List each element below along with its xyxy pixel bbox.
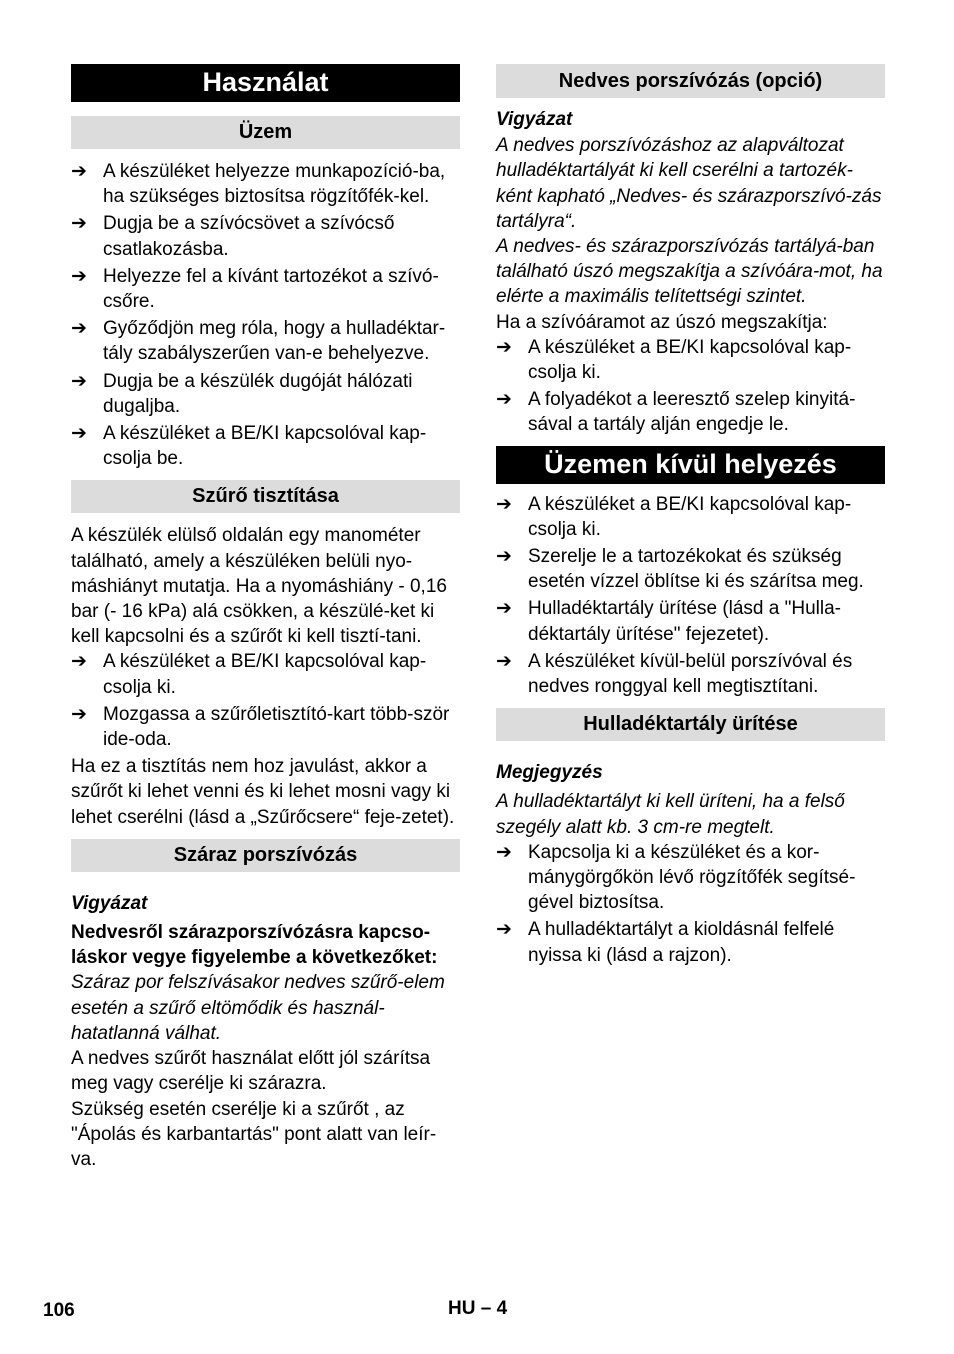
urites-italic-text: A hulladéktartályt ki kell üríteni, ha a felső szegély alatt kb. 3 cm-re megtelt.: [496, 791, 845, 838]
szaraz-bold-text: Nedvesről szárazporszívózásra kapcso-láskor vegye figyelembe a következőket:: [71, 922, 438, 969]
uzem-item-text: Győződjön meg róla, hogy a hulladéktar-tály szabályszerűen van-e behelyezve.: [103, 318, 446, 365]
arrow-right-icon: ➔: [71, 317, 87, 340]
subheading-uzem: Üzem: [71, 116, 460, 149]
arrow-right-icon: ➔: [496, 335, 512, 358]
nedves-item-text: A készüléket a BE/KI kapcsolóval kap-csolja ki.: [528, 336, 852, 384]
left-column: [71, 64, 460, 1172]
urites-item: [496, 917, 885, 967]
subheading-nedves-porszivozas: Nedves porszívózás (opció): [496, 64, 885, 98]
uzem-item: [71, 316, 460, 366]
nedves-italic-2: A nedves- és szárazporszívózás tartályá-ban található úszó megszakítja a szívóára-mot, ha elérte a maximális telítettségi szintet.: [496, 236, 883, 308]
uzem-item-text: Helyezze fel a kívánt tartozékot a szívó-csőre.: [103, 265, 439, 313]
urites-item-text: A hulladéktartályt a kioldásnál felfelé nyissa ki (lásd a rajzon).: [528, 919, 835, 966]
uzemen-kivul-item: [496, 649, 885, 699]
urites-note-label: Megjegyzés: [496, 762, 603, 784]
szuro-intro-text: A készülék elülső oldalán egy manométer található, amely a készüléken belüli nyo-máshiányt mutatja. Ha a nyomáshiány - 0,16 bar (- 16 kPa) alá csökken, a készülé-ket ki kell kapcsolni és a szűrőt ki kell tisztí-tani.: [71, 525, 447, 648]
language-page-label: HU – 4: [448, 1298, 508, 1319]
uzem-item: [71, 421, 460, 471]
arrow-right-icon: ➔: [71, 650, 87, 673]
arrow-right-icon: ➔: [71, 369, 87, 392]
szuro-outro-text: Ha ez a tisztítás nem hoz javulást, akkor a szűrőt ki lehet venni és ki lehet mosni vagy ki lehet cserélni (lásd a „Szűrőcsere“ feje-zetet).: [71, 756, 455, 828]
section-title-uzemen-kivul: Üzemen kívül helyezés: [496, 446, 885, 484]
arrow-right-icon: ➔: [496, 545, 512, 568]
section-title-hasznalat: Használat: [71, 64, 460, 102]
uzemen-kivul-item-text: Hulladéktartály ürítése (lásd a "Hulla-déktartály ürítése" fejezetet).: [528, 598, 841, 645]
szuro-item-text: A készüléket a BE/KI kapcsolóval kap-csolja ki.: [103, 651, 427, 698]
uzem-item: [71, 369, 460, 419]
uzem-item-text: Dugja be a szívócsövet a szívócső csatlakozásba.: [103, 213, 395, 260]
arrow-right-icon: ➔: [496, 388, 512, 411]
szuro-item-text: Mozgassa a szűrőletisztító-kart több-ször ide-oda.: [103, 703, 450, 751]
arrow-right-icon: ➔: [496, 597, 512, 620]
uzemen-kivul-item-text: Szerelje le a tartozékokat és szükség esetén vízzel öblítse ki és szárítsa meg.: [528, 546, 864, 593]
uzemen-kivul-item-text: A készüléket kívül-belül porszívóval és nedves ronggyal kell megtisztítani.: [528, 650, 853, 698]
arrow-right-icon: ➔: [71, 212, 87, 235]
subheading-szaraz-porszivozas: Száraz porszívózás: [71, 839, 460, 872]
urites-item: [496, 840, 885, 916]
szaraz-caution-label: Vigyázat: [71, 892, 148, 914]
nedves-text: Ha a szívóáramot az úszó megszakítja:: [496, 311, 828, 333]
uzem-item-text: A készüléket helyezze munkapozíció-ba, ha szükséges biztosítsa rögzítőfék-kel.: [103, 161, 446, 208]
arrow-right-icon: ➔: [496, 492, 512, 515]
uzemen-kivul-item: [496, 596, 885, 646]
nedves-item: [496, 335, 885, 385]
uzemen-kivul-item-text: A készüléket a BE/KI kapcsolóval kap-csolja ki.: [528, 493, 852, 540]
arrow-right-icon: ➔: [71, 264, 87, 287]
szaraz-text-1: A nedves szűrőt használat előtt jól szárítsa meg vagy cserélje ki szárazra.: [71, 1048, 431, 1095]
arrow-right-icon: ➔: [496, 649, 512, 672]
uzem-item: [71, 211, 460, 261]
nedves-list: [496, 335, 885, 438]
right-column: [496, 64, 885, 970]
szaraz-text-2: Szükség esetén cserélje ki a szűrőt , az "Ápolás és karbantartás" pont alatt van leír-va.: [71, 1098, 437, 1170]
urites-item-text: Kapcsolja ki a készüléket és a kor-mánygörgőkön lévő rögzítőfék segítsé-gével biztosítsa.: [528, 841, 856, 914]
uzemen-kivul-item: [496, 544, 885, 594]
uzemen-kivul-item: [496, 492, 885, 542]
szuro-item: [71, 649, 460, 699]
arrow-right-icon: ➔: [71, 160, 87, 182]
urites-list: [496, 840, 885, 968]
subheading-szuro-tisztitasa: Szűrő tisztítása: [71, 480, 460, 513]
arrow-right-icon: ➔: [71, 422, 87, 445]
nedves-italic-1: A nedves porszívózáshoz az alapváltozat hulladéktartályát ki kell cserélni a tartozék-ként kapható „Nedves- és szárazporszívó-zás tartályra“.: [496, 135, 882, 232]
page-number: 106: [43, 1300, 75, 1321]
szaraz-italic-text: Száraz por felszívásakor nedves szűrő-elem esetén a szűrő eltömődik és használ-hatatlanná válhat.: [71, 972, 445, 1044]
subheading-hulladektartaly-uritese: Hulladéktartály ürítése: [496, 708, 885, 741]
szuro-item: [71, 702, 460, 752]
uzemen-kivul-list: [496, 492, 885, 700]
uzem-item: [71, 159, 460, 209]
nedves-item: [496, 387, 885, 437]
nedves-item-text: A folyadékot a leeresztő szelep kinyitá-sával a tartály alján engedje le.: [528, 389, 856, 436]
arrow-right-icon: ➔: [71, 702, 87, 725]
arrow-right-icon: ➔: [496, 918, 512, 941]
uzem-item: [71, 264, 460, 314]
uzem-item-text: Dugja be a készülék dugóját hálózati dugaljba.: [103, 370, 413, 417]
uzem-item-text: A készüléket a BE/KI kapcsolóval kap-csolja be.: [103, 423, 427, 470]
nedves-caution-label: Vigyázat: [496, 109, 573, 130]
uzem-list: [71, 159, 460, 471]
arrow-right-icon: ➔: [496, 840, 512, 863]
szuro-list: [71, 649, 460, 752]
